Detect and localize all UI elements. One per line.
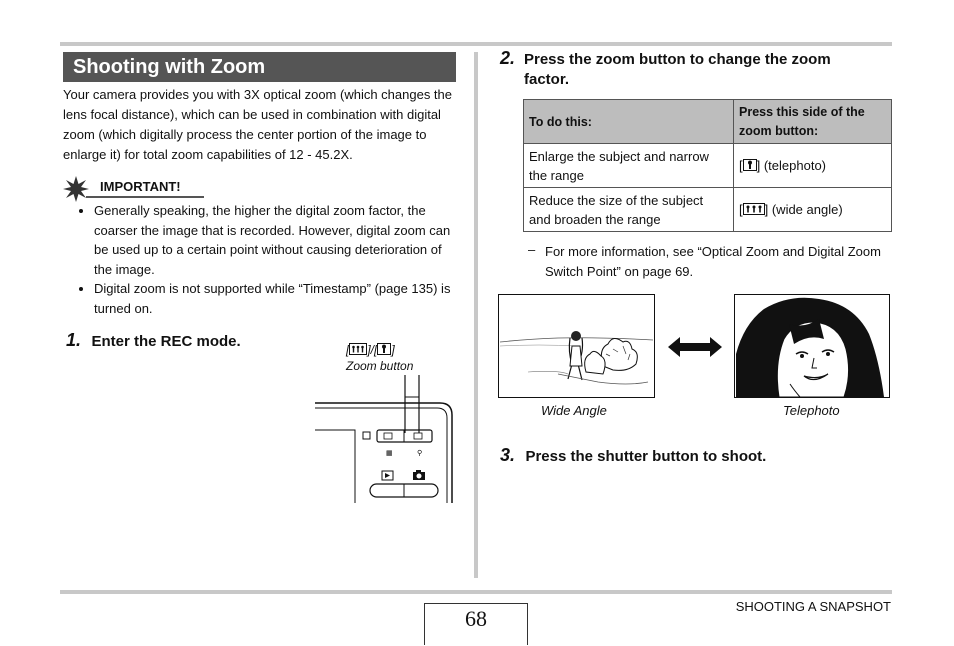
step-2-text: Press the zoom button to change the zoom factor. [524,51,831,88]
wide-angle-icon [349,343,367,355]
important-underline [86,196,204,198]
table-cell: [ ] (wide angle) [734,188,892,232]
column-divider [474,52,478,578]
footer-section-name: SHOOTING A SNAPSHOT [735,599,891,614]
table-cell: Enlarge the subject and narrow the range [524,144,734,188]
section-title: Shooting with Zoom [63,52,456,82]
table-cell: Reduce the size of the subject and broaden the range [524,188,734,232]
zoom-button-icons-caption: [ ]/[ ] [346,343,395,357]
step-text: Press the shutter button to shoot. [525,448,767,465]
telephoto-caption: Telephoto [783,403,840,418]
step-1 [66,330,241,351]
camera-back-illustration [315,375,455,503]
note-dash: – [528,242,536,257]
svg-text:▦: ▦ [386,449,393,457]
page-number: 68 [465,606,487,631]
important-item: • Digital zoom is not supported while “Timestamp” (page 135) is turned on. [94,279,460,318]
step-number: 3. [500,445,516,465]
table-cell: [ ] (telephoto) [734,144,892,188]
important-label: IMPORTANT! [100,179,181,194]
step-2 [500,48,515,69]
table-row [524,188,892,232]
important-item: • Generally speaking, the higher the digital zoom factor, the coarser the image that is recorded. However, digital zoom can be used up to a certain point without causing deterioration of the image. [94,201,460,279]
telephoto-icon [743,159,757,171]
double-arrow-icon [668,336,722,358]
intro-paragraph: Your camera provides you with 3X optical zoom (which changes the lens focal distance), which can be used in combination with digital zoom (which digitally process the center portion of the image to enlarge it) for total zoom capabilities of 12 - 45.2X. [63,87,453,162]
important-list [78,201,460,318]
telephoto-icon [377,343,391,355]
top-rule [60,42,892,46]
wide-angle-icon [743,203,765,215]
important-burst-icon [63,176,89,202]
table-header-row [524,100,892,144]
step-number: 1. [66,330,82,350]
note-text: For more information, see “Optical Zoom and Digital Zoom Switch Point” on page 69. [545,244,881,279]
step-3 [500,445,766,466]
bottom-rule [60,590,892,594]
wide-angle-photo [498,294,655,398]
wide-angle-caption: Wide Angle [541,403,607,418]
telephoto-photo [734,294,890,398]
step-number: 2. [500,48,516,68]
table-header-cell: Press this side of the zoom button: [734,100,892,144]
zoom-table [523,99,892,232]
table-row [524,144,892,188]
zoom-button-caption: Zoom button [346,359,414,373]
svg-text:⚲: ⚲ [417,449,423,457]
table-header-cell: To do this: [524,100,734,144]
step-text: Enter the REC mode. [91,333,241,350]
